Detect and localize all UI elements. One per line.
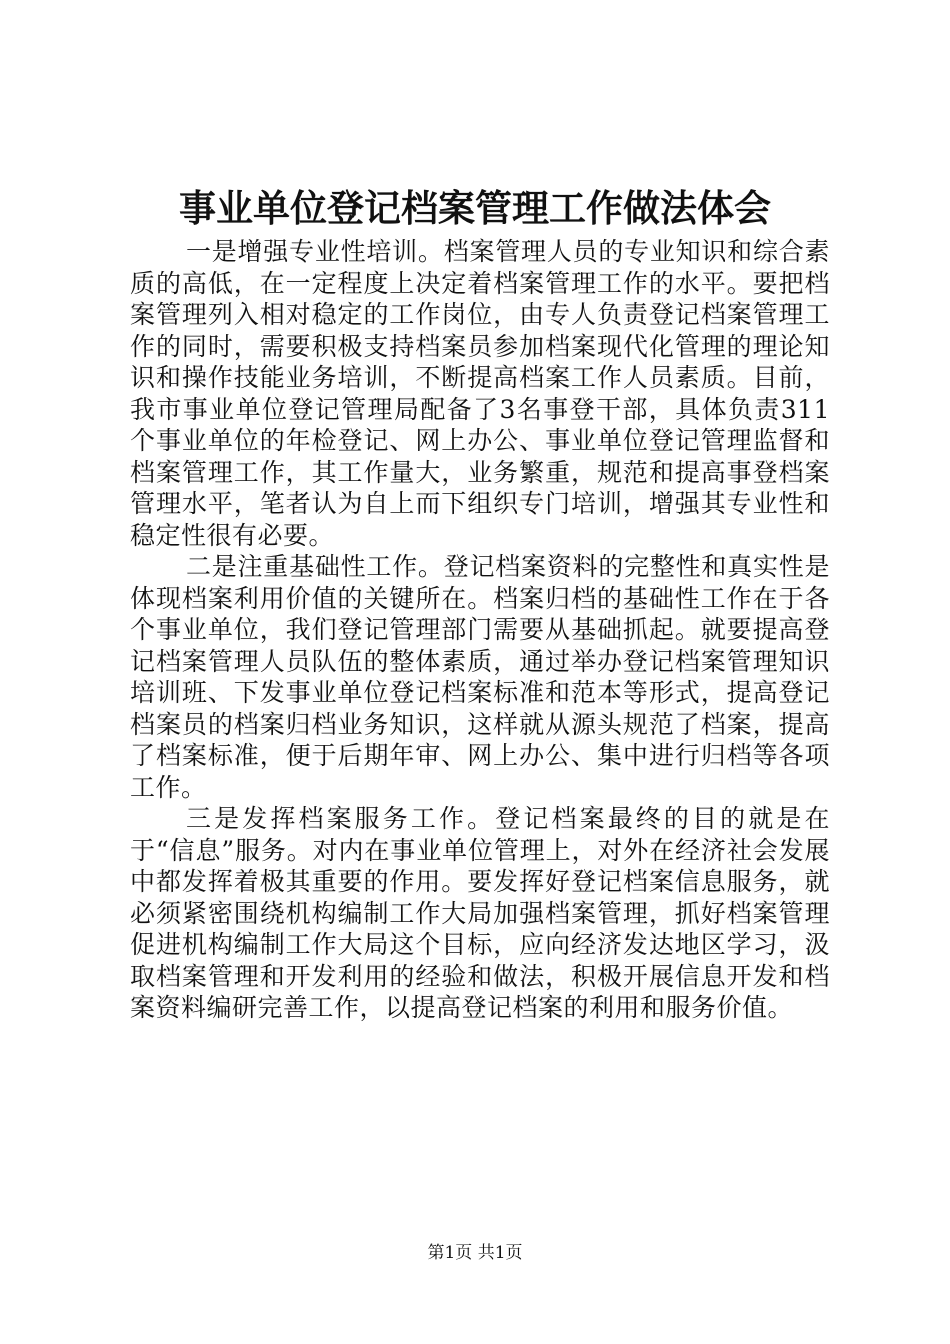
- page-number-footer: 第1页 共1页: [427, 1243, 523, 1263]
- paragraph-1: 一是增强专业性培训。档案管理人员的专业知识和综合素质的高低，在一定程度上决定着档案管理工作的水平。要把档案管理列入相对稳定的工作岗位，由专人负责登记档案管理工作的同时，需要积极支持档案员参加档案现代化管理的理论知识和操作技能业务培训，不断提高档案工作人员素质。目前，我市事业单位登记管理局配备了3名事登干部，具体负责311个事业单位的年检登记、网上办公、事业单位登记管理监督和档案管理工作，其工作量大，业务繁重，规范和提高事登档案管理水平，笔者认为自上而下组织专门培训，增强其专业性和稳定性很有必要。: [130, 237, 830, 550]
- document-body: [130, 236, 830, 1024]
- document-title: 事业单位登记档案管理工作做法体会: [179, 186, 771, 230]
- paragraph-2: 二是注重基础性工作。登记档案资料的完整性和真实性是体现档案利用价值的关键所在。档案归档的基础性工作在于各个事业单位，我们登记管理部门需要从基础抓起。就要提高登记档案管理人员队伍的整体素质，通过举办登记档案管理知识培训班、下发事业单位登记档案标准和范本等形式，提高登记档案员的档案归档业务知识，这样就从源头规范了档案，提高了档案标准，便于后期年审、网上办公、集中进行归档等各项工作。: [130, 552, 830, 802]
- paragraph-3: 三是发挥档案服务工作。登记档案最终的目的就是在于“信息”服务。对内在事业单位管理上，对外在经济社会发展中都发挥着极其重要的作用。要发挥好登记档案信息服务，就必须紧密围绕机构编制工作大局加强档案管理，抓好档案管理促进机构编制工作大局这个目标，应向经济发达地区学习，汲取档案管理和开发利用的经验和做法，积极开展信息开发和档案资料编研完善工作，以提高登记档案的利用和服务价值。: [130, 804, 830, 1022]
